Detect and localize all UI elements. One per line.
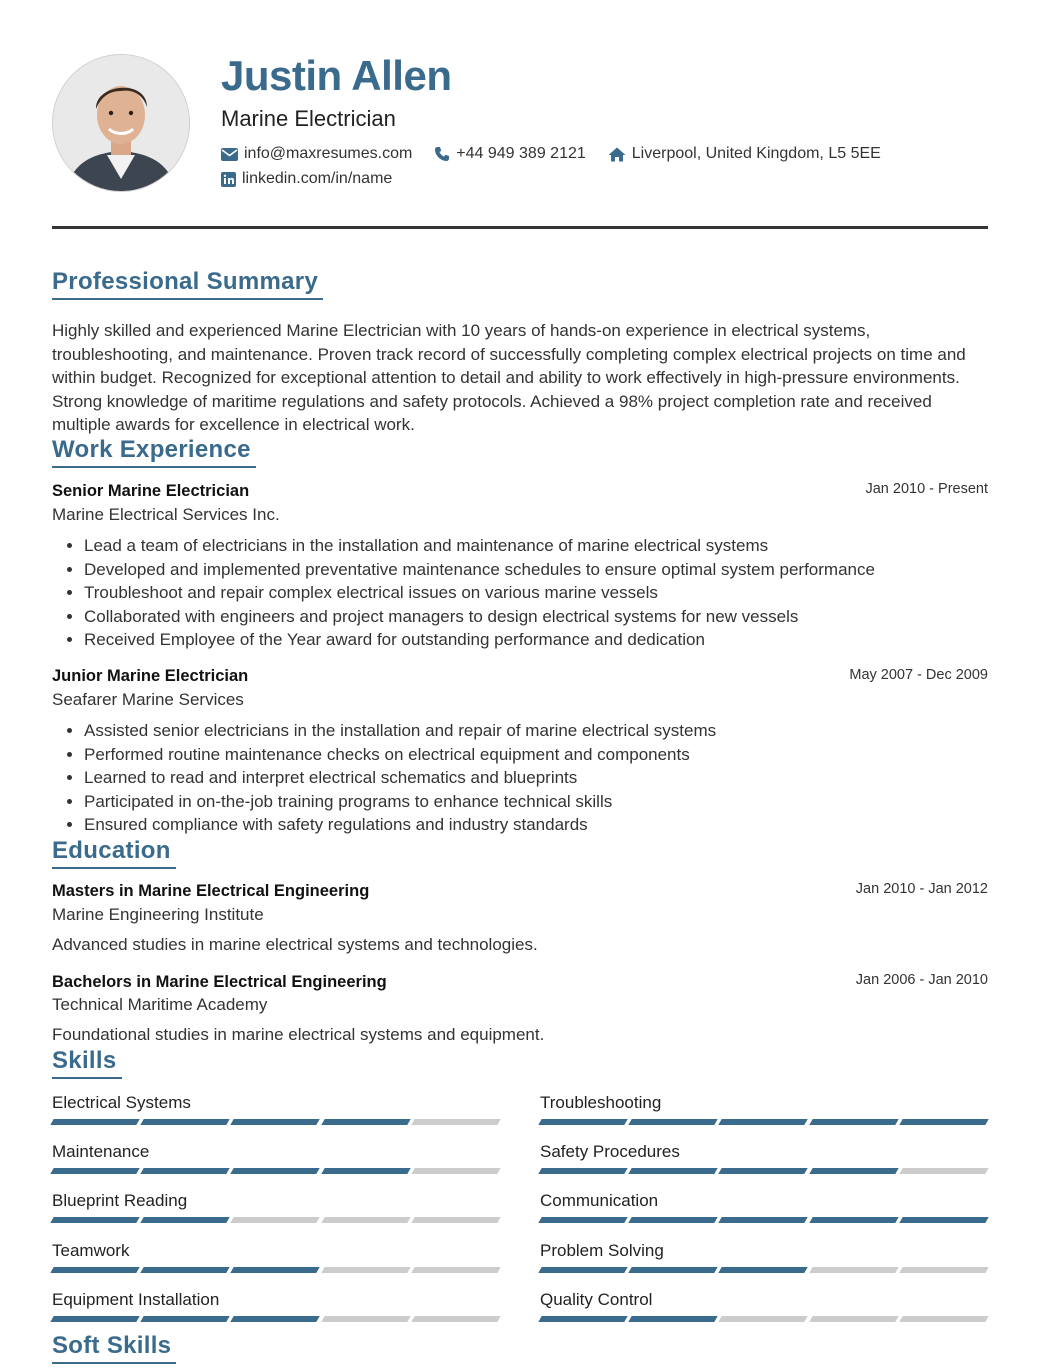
skill-segment-filled bbox=[719, 1267, 809, 1273]
skill-segment-filled bbox=[809, 1168, 899, 1174]
skill-rating-bar bbox=[52, 1316, 499, 1322]
skill-rating-bar bbox=[540, 1267, 987, 1273]
skill-segment-empty bbox=[411, 1316, 501, 1322]
skill-item bbox=[52, 1093, 499, 1125]
skill-segment-filled bbox=[628, 1316, 718, 1322]
school-name: Technical Maritime Academy bbox=[52, 995, 268, 1014]
skill-name: Troubleshooting bbox=[540, 1093, 662, 1112]
job-bullet: • Assisted senior electricians in the installation and repair of marine electrical systems bbox=[84, 719, 716, 743]
skill-segment-filled bbox=[231, 1168, 321, 1174]
job-bullet: • Developed and implemented preventative maintenance schedules to ensure optimal system performance bbox=[84, 558, 875, 582]
skill-segment-filled bbox=[538, 1217, 628, 1223]
skill-name: Maintenance bbox=[52, 1142, 150, 1162]
skill-segment-filled bbox=[809, 1119, 899, 1125]
job-bullet: • Ensured compliance with safety regulations and industry standards bbox=[84, 813, 716, 837]
job-title: Junior Marine Electrician bbox=[52, 667, 249, 685]
phone-text: +44 949 389 2121 bbox=[456, 145, 586, 162]
skill-name: Electrical Systems bbox=[52, 1093, 191, 1112]
skill-segment-filled bbox=[809, 1217, 899, 1223]
skill-segment-filled bbox=[719, 1119, 809, 1125]
skill-segment-filled bbox=[719, 1217, 809, 1223]
skill-segment-empty bbox=[411, 1168, 501, 1174]
skill-name: Quality Control bbox=[540, 1289, 653, 1309]
envelope-icon bbox=[221, 148, 238, 161]
skill-segment-empty bbox=[411, 1119, 501, 1125]
email-text: info@maxresumes.com bbox=[244, 145, 413, 162]
skill-rating-bar bbox=[540, 1168, 987, 1174]
job-bullet: • Performed routine maintenance checks on electrical equipment and components bbox=[84, 743, 716, 767]
skill-segment-filled bbox=[719, 1168, 809, 1174]
resume-header bbox=[52, 0, 988, 228]
skill-segment-filled bbox=[538, 1168, 628, 1174]
skill-segment-empty bbox=[411, 1267, 501, 1273]
degree-title: Bachelors in Marine Electrical Engineering bbox=[52, 973, 387, 991]
person-photo-icon bbox=[53, 55, 189, 191]
job-bullets bbox=[52, 719, 716, 837]
contact-email[interactable] bbox=[221, 145, 412, 163]
header-divider bbox=[52, 226, 988, 229]
job-bullet: • Received Employee of the Year award for outstanding performance and dedication bbox=[84, 628, 875, 652]
skill-segment-empty bbox=[411, 1217, 501, 1223]
skill-rating-bar bbox=[540, 1217, 987, 1223]
skill-segment-empty bbox=[719, 1316, 809, 1322]
skill-segment-filled bbox=[231, 1267, 321, 1273]
job-dates: May 2007 - Dec 2009 bbox=[849, 667, 988, 683]
job-bullet: • Participated in on-the-job training programs to enhance technical skills bbox=[84, 790, 716, 814]
skill-segment-filled bbox=[899, 1217, 989, 1223]
contact-row-2 bbox=[221, 170, 414, 188]
skill-segment-filled bbox=[50, 1316, 140, 1322]
soft-skills-heading: Soft Skills bbox=[52, 1332, 176, 1364]
skill-rating-bar bbox=[540, 1119, 987, 1125]
skill-rating-bar bbox=[540, 1316, 987, 1322]
degree-title: Masters in Marine Electrical Engineering bbox=[52, 882, 370, 900]
contact-row bbox=[221, 145, 903, 163]
job-bullets bbox=[52, 534, 875, 652]
skill-segment-empty bbox=[321, 1267, 411, 1273]
skill-name: Blueprint Reading bbox=[52, 1191, 188, 1211]
school-name: Marine Engineering Institute bbox=[52, 905, 264, 924]
job-company: Marine Electrical Services Inc. bbox=[52, 505, 280, 524]
skill-segment-filled bbox=[231, 1316, 321, 1322]
skill-segment-filled bbox=[50, 1119, 140, 1125]
skill-item bbox=[52, 1191, 499, 1223]
experience-heading: Work Experience bbox=[52, 436, 256, 468]
skill-segment-empty bbox=[899, 1168, 989, 1174]
skill-segment-filled bbox=[140, 1316, 230, 1322]
skill-item bbox=[52, 1142, 499, 1174]
skill-segment-filled bbox=[140, 1267, 230, 1273]
job-company: Seafarer Marine Services bbox=[52, 690, 244, 709]
skill-item bbox=[540, 1241, 987, 1273]
contact-location bbox=[608, 145, 881, 163]
skill-item bbox=[540, 1093, 987, 1125]
skill-name: Safety Procedures bbox=[540, 1142, 680, 1162]
skill-item bbox=[52, 1241, 499, 1273]
summary-text: Highly skilled and experienced Marine Electrician with 10 years of hands-on experience in electrical systems, troubleshooting, and maintenance. Proven track record of successfully completing complex electrical projects on time and within budget. Recognized for exceptional attention to detail and ability to work effectively in high-pressure environments. Strong knowledge of maritime regulations and safety protocols. Achieved a 98% project completion rate and received multiple awards for excellence in electrical work. bbox=[52, 321, 966, 434]
skill-item bbox=[540, 1191, 987, 1223]
skill-segment-filled bbox=[628, 1217, 718, 1223]
skill-segment-filled bbox=[628, 1267, 718, 1273]
job-title: Senior Marine Electrician bbox=[52, 482, 250, 500]
skill-segment-empty bbox=[899, 1267, 989, 1273]
skill-name: Teamwork bbox=[52, 1240, 130, 1260]
contact-linkedin[interactable] bbox=[221, 170, 392, 188]
skill-segment-filled bbox=[50, 1267, 140, 1273]
summary-heading: Professional Summary bbox=[52, 268, 323, 300]
skill-segment-filled bbox=[899, 1119, 989, 1125]
skill-segment-filled bbox=[538, 1119, 628, 1125]
skill-rating-bar bbox=[52, 1217, 499, 1223]
home-icon bbox=[608, 147, 626, 162]
skill-item bbox=[540, 1290, 987, 1322]
contact-phone[interactable] bbox=[434, 145, 585, 163]
skill-segment-filled bbox=[628, 1119, 718, 1125]
skill-segment-filled bbox=[231, 1119, 321, 1125]
job-bullet: • Lead a team of electricians in the installation and maintenance of marine electrical systems bbox=[84, 534, 875, 558]
candidate-title: Marine Electrician bbox=[221, 106, 396, 131]
job-bullet: • Troubleshoot and repair complex electrical issues on various marine vessels bbox=[84, 581, 875, 605]
skill-segment-empty bbox=[809, 1267, 899, 1273]
candidate-name: Justin Allen bbox=[221, 52, 452, 99]
phone-icon bbox=[434, 146, 450, 162]
skill-rating-bar bbox=[52, 1267, 499, 1273]
skill-segment-empty bbox=[899, 1316, 989, 1322]
skill-segment-filled bbox=[50, 1217, 140, 1223]
skill-segment-filled bbox=[538, 1267, 628, 1273]
skill-segment-filled bbox=[538, 1316, 628, 1322]
skill-name: Problem Solving bbox=[540, 1240, 664, 1260]
skill-segment-filled bbox=[321, 1119, 411, 1125]
skill-name: Communication bbox=[540, 1191, 659, 1211]
degree-dates: Jan 2010 - Jan 2012 bbox=[855, 881, 988, 897]
skill-segment-empty bbox=[321, 1217, 411, 1223]
degree-description: Foundational studies in marine electrical systems and equipment. bbox=[52, 1025, 545, 1044]
skill-item bbox=[52, 1290, 499, 1322]
resume-page bbox=[52, 0, 988, 1359]
education-heading: Education bbox=[52, 837, 176, 869]
skill-segment-filled bbox=[140, 1168, 230, 1174]
location-text: Liverpool, United Kingdom, L5 5EE bbox=[631, 145, 881, 162]
skill-segment-filled bbox=[50, 1168, 140, 1174]
job-bullet: • Collaborated with engineers and project managers to design electrical systems for new vessels bbox=[84, 605, 875, 629]
avatar bbox=[52, 54, 190, 192]
skill-segment-empty bbox=[809, 1316, 899, 1322]
job-bullet: • Learned to read and interpret electrical schematics and blueprints bbox=[84, 766, 716, 790]
skill-segment-filled bbox=[140, 1119, 230, 1125]
skill-item bbox=[540, 1142, 987, 1174]
linkedin-icon bbox=[221, 172, 236, 187]
skill-segment-filled bbox=[140, 1217, 230, 1223]
skill-segment-filled bbox=[321, 1168, 411, 1174]
skill-name: Equipment Installation bbox=[52, 1289, 220, 1309]
linkedin-text: linkedin.com/in/name bbox=[242, 170, 393, 187]
job-dates: Jan 2010 - Present bbox=[865, 481, 988, 497]
skills-heading: Skills bbox=[52, 1047, 122, 1079]
degree-description: Advanced studies in marine electrical systems and technologies. bbox=[52, 935, 538, 954]
skill-segment-filled bbox=[628, 1168, 718, 1174]
skill-segment-empty bbox=[321, 1316, 411, 1322]
skill-segment-empty bbox=[231, 1217, 321, 1223]
skill-rating-bar bbox=[52, 1119, 499, 1125]
skill-rating-bar bbox=[52, 1168, 499, 1174]
degree-dates: Jan 2006 - Jan 2010 bbox=[855, 972, 988, 988]
